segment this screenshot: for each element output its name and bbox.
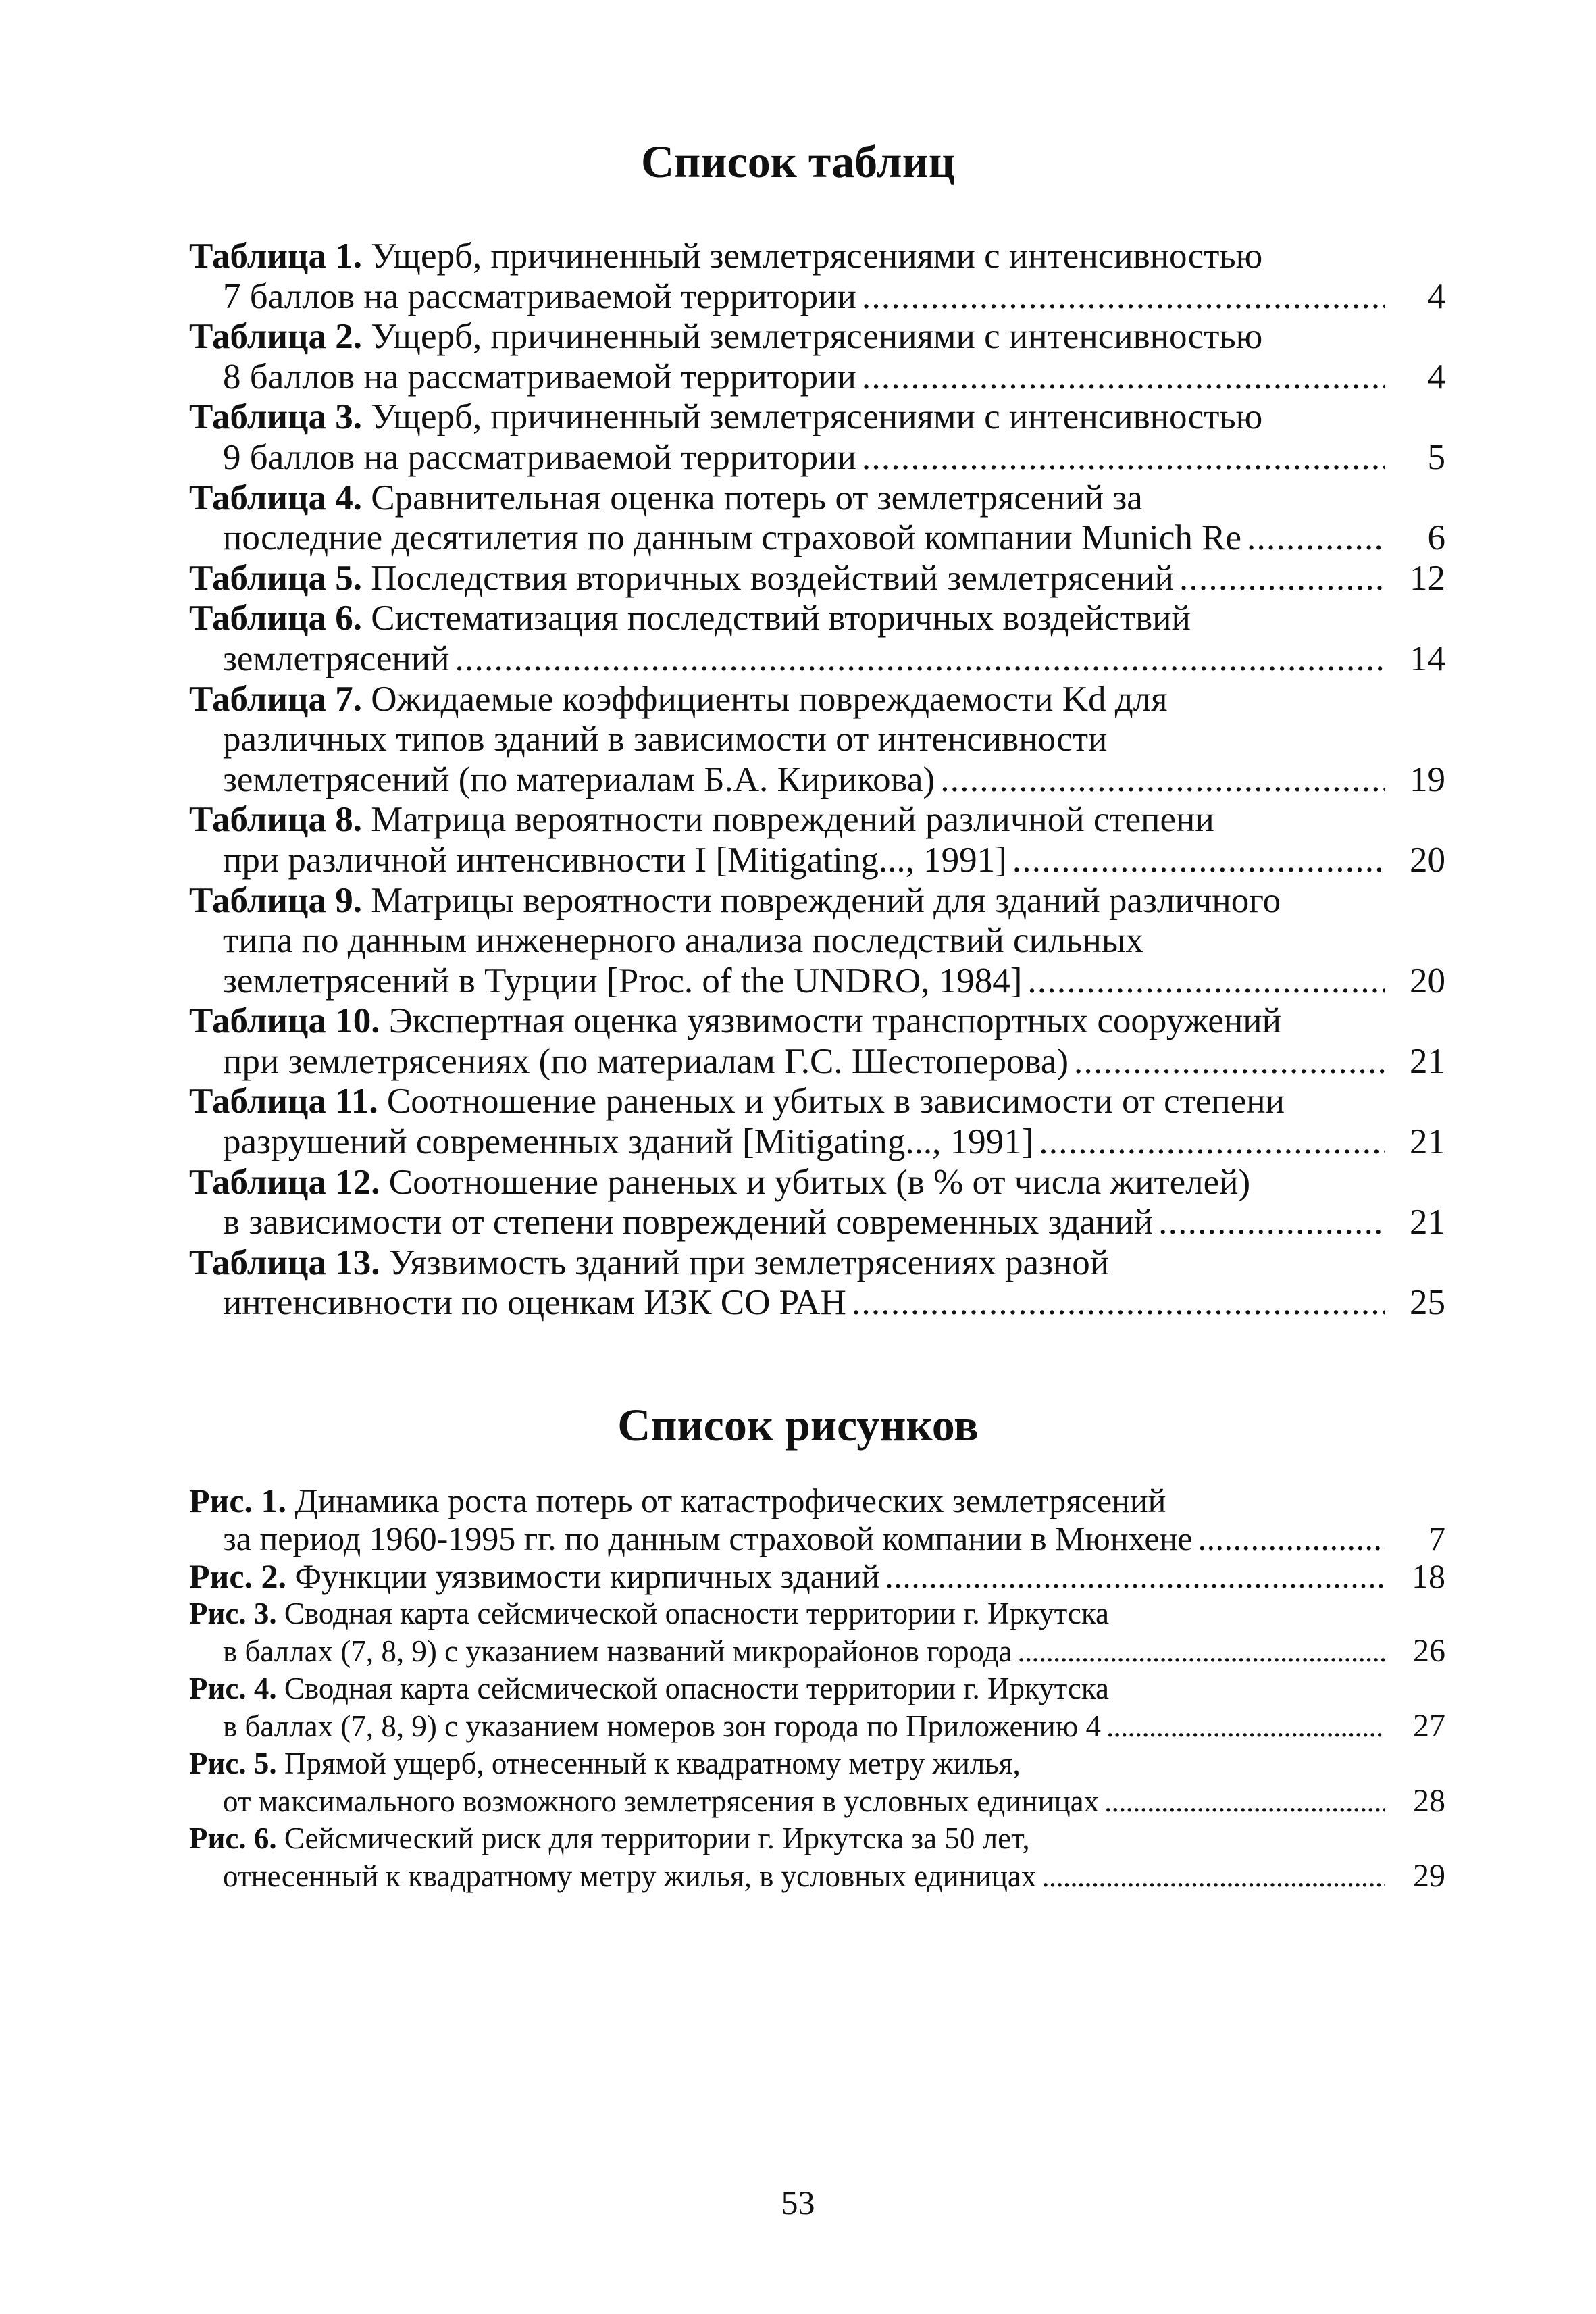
table-entry <box>189 397 1445 478</box>
dot-leader <box>1041 1858 1385 1895</box>
table-entry-title: Ущерб, причиненный землетрясениями с интенсивностью <box>371 397 1263 437</box>
figure-entry-title: Прямой ущерб, отнесенный к квадратному метру жилья, <box>284 1746 1021 1780</box>
table-entry-line <box>189 518 1445 559</box>
table-entry-line <box>189 639 1445 680</box>
table-entry-line <box>189 599 1445 639</box>
figure-entry-label: Рис. 4. <box>189 1671 277 1705</box>
table-entry-page: 21 <box>1410 1041 1445 1081</box>
table-entry-title: при землетрясениях (по материалам Г.С. Шестоперова) <box>223 1041 1069 1081</box>
table-entry-title: интенсивности по оценкам ИЗК СО РАН <box>223 1283 846 1323</box>
table-entry-title: землетрясений в Турции [Proc. of the UNDRO, 1984] <box>223 961 1023 1001</box>
table-entry-page: 6 <box>1427 518 1445 558</box>
table-entry-title: Экспертная оценка уязвимости транспортных сооружений <box>388 1001 1282 1041</box>
table-entry <box>189 1001 1445 1082</box>
figure-entry-title: Сводная карта сейсмической опасности территории г. Иркутска <box>284 1596 1110 1630</box>
dot-leader <box>1106 1708 1385 1745</box>
figure-entry-page: 29 <box>1413 1858 1445 1894</box>
table-entry-title: Ущерб, причиненный землетрясениями с интенсивностью <box>371 236 1263 276</box>
table-entry-line <box>189 397 1445 438</box>
figures-list-heading: Список рисунков <box>617 1399 979 1451</box>
table-entry <box>189 680 1445 801</box>
table-entry-title: Соотношение раненых и убитых в зависимости от степени <box>386 1082 1285 1122</box>
table-entry-page: 19 <box>1410 759 1445 799</box>
table-entry-page: 5 <box>1427 437 1445 477</box>
figure-entry-page: 27 <box>1413 1708 1445 1744</box>
table-entry-label: Таблица 3. <box>189 397 363 437</box>
table-entry-title: Ущерб, причиненный землетрясениями с интенсивностью <box>371 317 1263 357</box>
table-entry-title: 8 баллов на рассматриваемой территории <box>223 357 856 397</box>
table-entry-line <box>189 317 1445 357</box>
table-entry-line <box>189 1283 1445 1324</box>
table-entry-label: Таблица 6. <box>189 599 363 638</box>
dot-leader <box>885 1557 1385 1595</box>
figure-entry-line <box>189 1670 1445 1707</box>
table-entry <box>189 1243 1445 1324</box>
figure-entry-line <box>189 1519 1445 1557</box>
table-entry-title: Систематизация последствий вторичных воздействий <box>371 599 1191 638</box>
figure-entry-label: Рис. 1. <box>189 1482 287 1519</box>
table-entry-line <box>189 720 1445 760</box>
table-entry-line <box>189 357 1445 398</box>
table-entry <box>189 599 1445 679</box>
table-entry-title: землетрясений (по материалам Б.А. Кирикова) <box>223 759 935 799</box>
table-entry-line <box>189 236 1445 277</box>
table-entry-line <box>189 840 1445 881</box>
dot-leader <box>1039 1122 1385 1163</box>
table-entry-label: Таблица 4. <box>189 478 363 518</box>
dot-leader <box>455 639 1385 680</box>
table-entry-title: 7 баллов на рассматриваемой территории <box>223 276 856 316</box>
dot-leader <box>940 760 1385 801</box>
figure-entry <box>189 1595 1445 1670</box>
figure-entry-title: от максимального возможного землетрясения в условных единицах <box>223 1784 1100 1818</box>
table-entry-line <box>189 1082 1445 1122</box>
table-entry <box>189 881 1445 1002</box>
table-entry-title: при различной интенсивности I [Mitigating..., 1991] <box>223 840 1007 880</box>
dot-leader <box>1179 559 1385 599</box>
table-entry-page: 21 <box>1410 1203 1445 1242</box>
table-entry <box>189 478 1445 559</box>
table-entry-line <box>189 881 1445 922</box>
table-entry-label: Таблица 2. <box>189 317 363 357</box>
figure-entry-line <box>189 1745 1445 1782</box>
figure-entry-label: Рис. 2. <box>189 1557 287 1595</box>
table-entry-line <box>189 921 1445 961</box>
table-entry <box>189 559 1445 599</box>
table-entry-label: Таблица 1. <box>189 236 363 276</box>
table-entry <box>189 800 1445 880</box>
figure-entry-label: Рис. 6. <box>189 1821 277 1855</box>
table-entry-title: Матрица вероятности повреждений различной степени <box>371 800 1214 840</box>
figure-entry <box>189 1557 1445 1595</box>
tables-list <box>189 236 1445 1324</box>
table-entry-label: Таблица 8. <box>189 800 363 840</box>
figure-entry-page: 26 <box>1413 1633 1445 1669</box>
table-entry-label: Таблица 7. <box>189 679 363 719</box>
figure-entry-line <box>189 1557 1445 1595</box>
table-entry-title: Соотношение раненых и убитых (в % от числа жителей) <box>388 1162 1251 1202</box>
page-number: 53 <box>781 2184 815 2221</box>
table-entry-line <box>189 1243 1445 1284</box>
figure-entry <box>189 1745 1445 1820</box>
table-entry-page: 20 <box>1410 840 1445 880</box>
figure-entry-line <box>189 1782 1445 1820</box>
table-entry-title: 9 баллов на рассматриваемой территории <box>223 437 856 477</box>
table-entry <box>189 1163 1445 1243</box>
figure-entry <box>189 1670 1445 1745</box>
figure-entry <box>189 1820 1445 1895</box>
table-entry-line <box>189 1163 1445 1203</box>
figure-entry-page: 7 <box>1428 1519 1445 1557</box>
dot-leader <box>862 438 1385 478</box>
figure-entry-title: отнесенный к квадратному метру жилья, в условных единицах <box>223 1859 1037 1893</box>
figure-entry-title: в баллах (7, 8, 9) с указанием названий микрорайонов города <box>223 1634 1012 1668</box>
table-entry-label: Таблица 13. <box>189 1242 380 1282</box>
table-entry-title: Последствия вторичных воздействий землетрясений <box>371 558 1174 598</box>
table-entry-title: в зависимости от степени повреждений современных зданий <box>223 1203 1154 1242</box>
dot-leader <box>1012 840 1385 881</box>
table-entry-title: различных типов зданий в зависимости от интенсивности <box>223 720 1108 759</box>
table-entry-title: разрушений современных зданий [Mitigating..., 1991] <box>223 1122 1034 1162</box>
figure-entry-title: Динамика роста потерь от катастрофических землетрясений <box>294 1482 1166 1519</box>
table-entry <box>189 1082 1445 1162</box>
table-entry-line <box>189 1001 1445 1042</box>
table-entry-line <box>189 800 1445 840</box>
dot-leader <box>1018 1633 1385 1670</box>
figure-entry-line <box>189 1707 1445 1745</box>
table-entry-label: Таблица 11. <box>189 1082 378 1122</box>
table-entry-title: землетрясений <box>223 638 450 678</box>
table-entry-title: типа по данным инженерного анализа последствий сильных <box>223 921 1143 961</box>
figure-entry-title: Сводная карта сейсмической опасности территории г. Иркутска <box>284 1671 1110 1705</box>
table-entry-line <box>189 438 1445 478</box>
table-entry-line <box>189 277 1445 318</box>
table-entry-title: последние десятилетия по данным страховой компании Munich Re <box>223 518 1241 558</box>
table-entry-label: Таблица 12. <box>189 1162 380 1202</box>
figure-entry-line <box>189 1820 1445 1857</box>
table-entry-line <box>189 478 1445 519</box>
figure-entry-line <box>189 1632 1445 1670</box>
figure-entry-title: Сейсмический риск для территории г. Иркутска за 50 лет, <box>284 1821 1030 1855</box>
table-entry-line <box>189 1122 1445 1163</box>
figure-entry-line <box>189 1857 1445 1895</box>
table-entry-line <box>189 1203 1445 1243</box>
table-entry-page: 21 <box>1410 1122 1445 1162</box>
table-entry <box>189 317 1445 397</box>
dot-leader <box>852 1283 1385 1324</box>
figure-entry-page: 18 <box>1412 1557 1445 1595</box>
dot-leader <box>1027 961 1385 1002</box>
dot-leader <box>1074 1042 1385 1082</box>
table-entry-page: 14 <box>1410 638 1445 678</box>
figure-entry-line <box>189 1482 1445 1519</box>
table-entry-title: Сравнительная оценка потерь от землетрясений за <box>371 478 1143 518</box>
tables-list-heading: Список таблиц <box>641 136 955 187</box>
figure-entry <box>189 1482 1445 1557</box>
table-entry <box>189 236 1445 317</box>
figure-entry-label: Рис. 3. <box>189 1596 277 1630</box>
dot-leader <box>1158 1203 1385 1243</box>
table-entry-page: 12 <box>1410 558 1445 598</box>
figure-entry-line <box>189 1595 1445 1632</box>
table-entry-title: Матрицы вероятности повреждений для зданий различного <box>371 880 1281 920</box>
table-entry-label: Таблица 5. <box>189 558 363 598</box>
figure-entry-title: в баллах (7, 8, 9) с указанием номеров зон города по Приложению 4 <box>223 1709 1102 1743</box>
table-entry-page: 4 <box>1427 276 1445 316</box>
dot-leader <box>862 357 1385 398</box>
table-entry-label: Таблица 10. <box>189 1001 380 1041</box>
figures-list <box>189 1482 1445 1895</box>
dot-leader <box>862 277 1385 318</box>
table-entry-label: Таблица 9. <box>189 880 363 920</box>
figure-entry-title: за период 1960-1995 гг. по данным страховой компании в Мюнхене <box>223 1519 1193 1557</box>
dot-leader <box>1247 518 1385 559</box>
dot-leader <box>1104 1783 1385 1820</box>
table-entry-title: Уязвимость зданий при землетрясениях разной <box>388 1242 1110 1282</box>
table-entry-line <box>189 680 1445 720</box>
table-entry-line <box>189 559 1445 599</box>
figure-entry-label: Рис. 5. <box>189 1746 277 1780</box>
table-entry-page: 20 <box>1410 961 1445 1001</box>
table-entry-page: 25 <box>1410 1283 1445 1323</box>
table-entry-line <box>189 961 1445 1002</box>
table-entry-title: Ожидаемые коэффициенты повреждаемости Kd для <box>371 679 1168 719</box>
table-entry-page: 4 <box>1427 357 1445 397</box>
figure-entry-title: Функции уязвимости кирпичных зданий <box>294 1557 880 1595</box>
figure-entry-page: 28 <box>1413 1783 1445 1819</box>
table-entry-line <box>189 760 1445 801</box>
table-entry-line <box>189 1042 1445 1082</box>
dot-leader <box>1198 1519 1385 1557</box>
